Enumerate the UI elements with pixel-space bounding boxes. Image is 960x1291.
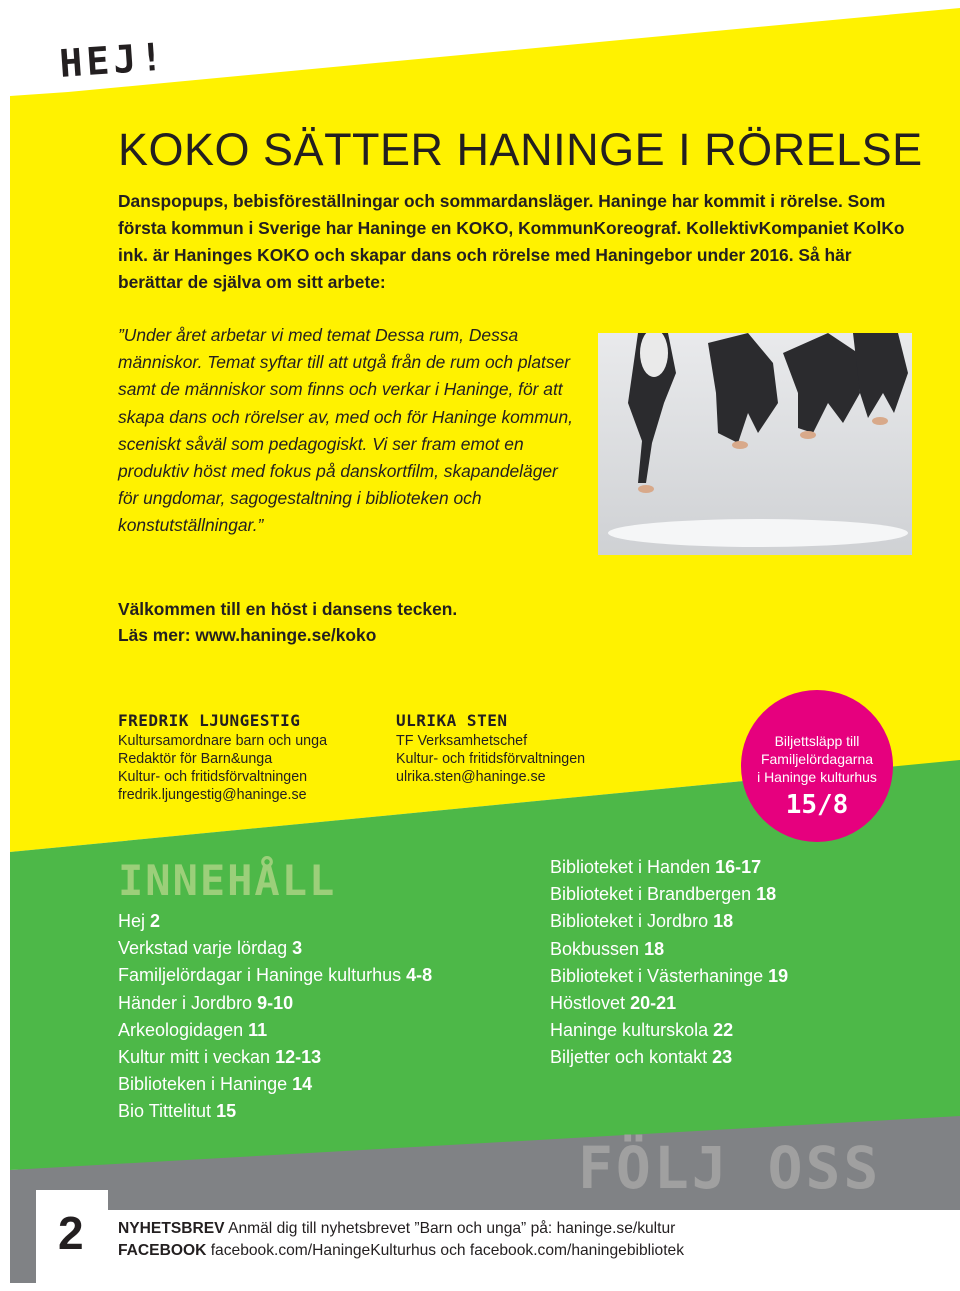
newsletter-text[interactable]: Anmäl dig till nyhetsbrevet ”Barn och unga” på: haninge.se/kultur	[228, 1220, 676, 1237]
toc-label: Biblioteket i Handen	[550, 857, 711, 877]
toc-page: 9-10	[257, 992, 294, 1013]
contact-card	[396, 712, 585, 786]
toc-item[interactable]	[550, 881, 788, 908]
contact-email[interactable]: ulrika.sten@haninge.se	[396, 769, 546, 785]
badge-line: Biljettsläpp till	[774, 733, 860, 749]
ticket-release-badge	[741, 690, 893, 842]
toc-item[interactable]	[550, 963, 788, 990]
toc-page: 2	[150, 911, 161, 931]
contact-department: Kultur- och fritidsförvaltningen	[118, 769, 308, 785]
toc-page: 12-13	[275, 1047, 322, 1068]
badge-text	[741, 732, 893, 786]
contact-title: TF Verksamhetschef	[396, 733, 528, 749]
welcome-line: Välkommen till en höst i dansens tecken.	[118, 599, 458, 619]
toc-label: Familjelördagar i Haninge kulturhus	[118, 965, 402, 986]
dancers-photo	[598, 333, 912, 555]
toc-label: Bokbussen	[550, 938, 640, 959]
toc-label: Haninge kulturskola	[550, 1020, 709, 1041]
toc-page: 11	[248, 1019, 268, 1040]
page-number: 2	[58, 1207, 84, 1259]
toc-list-right	[550, 854, 788, 1072]
badge-line: Familjelördagarna	[760, 751, 874, 767]
badge-line: i Haninge kulturhus	[757, 769, 877, 785]
quote-paragraph: ”Under året arbetar vi med temat Dessa rum, Dessa människor. Temat syftar till att utgå från de rum och platser samt de människor som finns och verkar i Haninge, för att skapa dans och rörelser av, med och för Haninge kommun, sceniskt såväl som pedagogiskt. Vi ser fram emot en produktiv höst med fokus på danskortfilm, skapandeläger för ungdomar, sagogestaltning i biblioteken och konstutställningar.”	[118, 325, 573, 536]
toc-item[interactable]	[118, 935, 432, 962]
toc-item[interactable]	[118, 1071, 432, 1098]
facebook-line	[118, 1240, 684, 1262]
toc-page: 4-8	[406, 965, 433, 986]
toc-page: 15	[216, 1101, 237, 1122]
follow-us-heading: FÖLJ OSS	[578, 1134, 882, 1202]
toc-page: 19	[768, 965, 789, 986]
toc-item[interactable]	[118, 990, 432, 1017]
intro-paragraph: Danspopups, bebisföreställningar och sommardansläger. Haninge har kommit i rörelse. Som första kommun i Sverige har Haninge en KOKO, KommunKoreograf. KollektivKompaniet KolKo ink. är Haninges KOKO och skapar dans och rörelse med Haningebor under 2016. Så här berättar de själva om sitt arbete:	[118, 191, 905, 292]
headline: KOKO SÄTTER HANINGE I RÖRELSE	[118, 124, 923, 175]
contact-card	[118, 712, 327, 804]
contact-email[interactable]: fredrik.ljungestig@haninge.se	[118, 787, 307, 803]
toc-list-left	[118, 908, 432, 1126]
welcome-text	[118, 596, 457, 648]
toc-page: 16-17	[715, 857, 762, 877]
toc-label: Kultur mitt i veckan	[118, 1047, 271, 1068]
read-more-link[interactable]: Läs mer: www.haninge.se/koko	[118, 625, 377, 645]
toc-title: INNEHÅLL	[118, 856, 337, 905]
toc-page: 23	[712, 1047, 733, 1068]
toc-item[interactable]	[550, 990, 788, 1017]
toc-label: Biblioteket i Brandbergen	[550, 884, 752, 905]
toc-page: 18	[713, 911, 734, 932]
toc-page: 3	[292, 938, 303, 959]
toc-label: Händer i Jordbro	[118, 992, 253, 1013]
contact-title: Kultursamordnare barn och unga	[118, 733, 328, 749]
toc-item[interactable]	[118, 1098, 432, 1125]
facebook-label: FACEBOOK	[118, 1242, 207, 1259]
toc-label: Biblioteket i Västerhaninge	[550, 965, 764, 986]
contact-name: ULRIKA STEN	[396, 711, 508, 730]
toc-label: Hej	[118, 911, 146, 931]
toc-item[interactable]	[118, 962, 432, 989]
toc-item[interactable]	[550, 908, 788, 935]
contact-role: Redaktör för Barn&unga	[118, 751, 273, 767]
hej-heading: HEJ!	[58, 34, 169, 86]
toc-item[interactable]	[118, 1044, 432, 1071]
toc-page: 14	[292, 1074, 313, 1095]
toc-item[interactable]	[550, 936, 788, 963]
contact-department: Kultur- och fritidsförvaltningen	[396, 751, 586, 767]
contact-name: FREDRIK LJUNGESTIG	[118, 711, 301, 730]
toc-page: 20-21	[630, 993, 677, 1014]
toc-label: Biblioteket i Jordbro	[550, 911, 709, 932]
toc-item[interactable]	[550, 1017, 788, 1044]
toc-label: Arkeologidagen	[118, 1019, 244, 1040]
toc-item[interactable]	[550, 1044, 788, 1071]
toc-page: 22	[713, 1020, 734, 1041]
newsletter-line	[118, 1218, 675, 1240]
facebook-text[interactable]: facebook.com/HaningeKulturhus och facebook.com/haningebibliotek	[210, 1242, 685, 1259]
toc-item[interactable]	[118, 1017, 432, 1044]
toc-label: Höstlovet	[550, 993, 626, 1014]
badge-date: 15/8	[785, 790, 849, 820]
toc-item[interactable]	[550, 854, 788, 881]
toc-label: Biljetter och kontakt	[550, 1047, 708, 1068]
toc-item[interactable]	[118, 908, 432, 935]
toc-label: Verkstad varje lördag	[118, 938, 288, 959]
toc-label: Biblioteken i Haninge	[118, 1074, 288, 1095]
toc-page: 18	[756, 884, 777, 905]
newsletter-label: NYHETSBREV	[118, 1220, 225, 1237]
toc-page: 18	[644, 938, 665, 959]
toc-label: Bio Tittelitut	[118, 1101, 212, 1122]
